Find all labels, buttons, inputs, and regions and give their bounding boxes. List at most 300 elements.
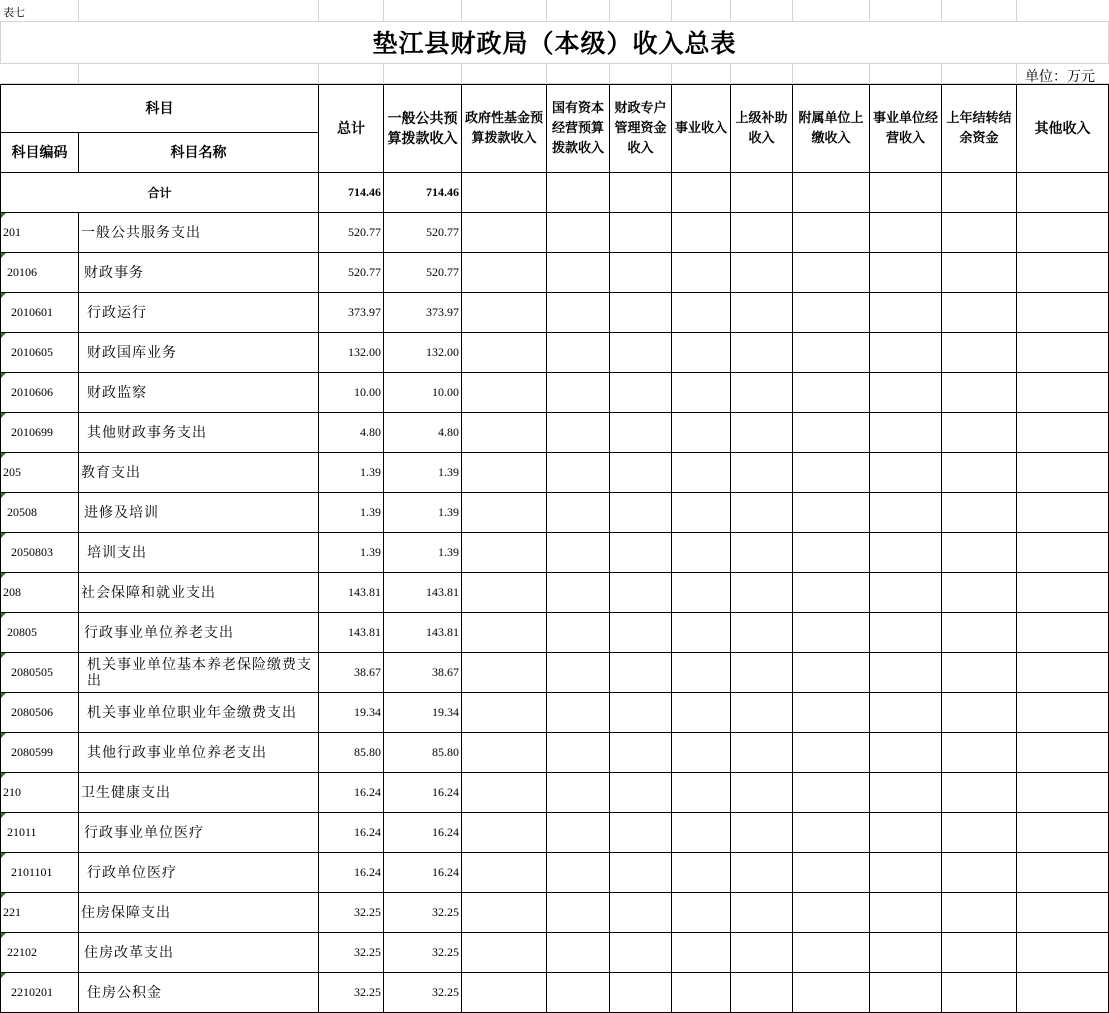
subject-code-cell[interactable] [1,333,79,373]
empty-cell[interactable] [610,933,672,973]
empty-cell[interactable] [462,213,547,253]
total-cell[interactable]: 1.39 [319,493,384,533]
empty-cell[interactable] [731,373,793,413]
empty-cell[interactable] [793,253,870,293]
total-cell[interactable]: 520.77 [319,213,384,253]
general-budget-cell[interactable]: 143.81 [384,573,462,613]
empty-cell[interactable] [672,733,731,773]
subject-code-cell[interactable] [1,853,79,893]
empty-cell[interactable] [672,493,731,533]
subject-name[interactable]: 机关事业单位职业年金缴费支出 [79,693,319,733]
empty-cell[interactable] [793,653,870,693]
subject-name[interactable]: 住房公积金 [79,973,319,1013]
subject-name[interactable]: 社会保障和就业支出 [79,573,319,613]
table-row[interactable] [1,453,1109,493]
subject-code-cell[interactable] [1,373,79,413]
table-row[interactable] [1,733,1109,773]
total-cell[interactable]: 143.81 [319,613,384,653]
subject-code: 208 [3,585,21,599]
subject-code: 21011 [7,825,37,839]
table-row[interactable] [1,373,1109,413]
empty-cell[interactable] [610,533,672,573]
empty-cell[interactable] [672,293,731,333]
empty-cell[interactable] [1017,413,1109,453]
subject-name[interactable]: 卫生健康支出 [79,773,319,813]
empty-cell[interactable] [672,453,731,493]
empty-cell[interactable] [547,813,610,853]
table-row[interactable] [1,653,1109,693]
subject-code-cell[interactable] [1,813,79,853]
empty-cell[interactable] [610,813,672,853]
table-row[interactable] [1,493,1109,533]
table-row[interactable] [1,573,1109,613]
empty-cell[interactable] [547,613,610,653]
subject-code-cell[interactable] [1,893,79,933]
general-budget-cell[interactable]: 19.34 [384,693,462,733]
empty-cell[interactable] [731,933,793,973]
empty-cell[interactable] [942,893,1017,933]
general-budget-cell[interactable]: 520.77 [384,213,462,253]
empty-cell[interactable] [793,813,870,853]
subject-code-cell[interactable] [1,733,79,773]
subject-name[interactable]: 财政事务 [79,253,319,293]
text-format-marker-icon [1,213,6,218]
total-cell[interactable]: 16.24 [319,853,384,893]
empty-cell[interactable] [942,693,1017,733]
empty-cell[interactable] [793,733,870,773]
empty-cell[interactable] [1017,333,1109,373]
empty-cell[interactable] [870,813,942,853]
empty-cell[interactable] [547,773,610,813]
empty-cell[interactable] [731,213,793,253]
subject-code: 2101101 [11,865,53,879]
empty-cell[interactable] [672,813,731,853]
total-cell[interactable]: 132.00 [319,333,384,373]
empty-cell[interactable] [793,773,870,813]
general-budget-cell[interactable]: 32.25 [384,973,462,1013]
empty-cell[interactable] [547,893,610,933]
general-budget-cell[interactable]: 373.97 [384,293,462,333]
empty-cell[interactable] [547,533,610,573]
empty-cell[interactable] [731,573,793,613]
empty-cell[interactable] [610,613,672,653]
empty-cell[interactable] [672,693,731,733]
empty-cell[interactable] [793,853,870,893]
table-row[interactable] [1,533,1109,573]
empty-cell[interactable] [462,893,547,933]
subject-name[interactable]: 行政单位医疗 [79,853,319,893]
empty-cell[interactable] [1017,773,1109,813]
text-format-marker-icon [1,653,6,658]
empty-cell[interactable] [942,613,1017,653]
table-row[interactable] [1,813,1109,853]
empty-cell[interactable] [942,973,1017,1013]
empty-cell[interactable] [1017,373,1109,413]
empty-cell[interactable] [942,733,1017,773]
empty-cell[interactable] [1017,573,1109,613]
empty-cell[interactable] [793,293,870,333]
empty-cell[interactable] [610,493,672,533]
subject-code-cell[interactable] [1,653,79,693]
empty-cell[interactable] [731,413,793,453]
table-row[interactable] [1,333,1109,373]
empty-cell[interactable] [547,573,610,613]
empty-cell[interactable] [793,453,870,493]
empty-cell[interactable] [610,773,672,813]
table-row[interactable] [1,973,1109,1013]
empty-cell[interactable] [610,973,672,1013]
subject-code: 20508 [7,505,37,519]
empty-cell[interactable] [942,853,1017,893]
unit-label: 单位：万元 [1025,69,1095,85]
empty-cell[interactable] [672,373,731,413]
empty-cell[interactable] [942,493,1017,533]
empty-cell[interactable] [462,773,547,813]
empty-cell[interactable] [547,973,610,1013]
empty-cell[interactable] [672,853,731,893]
empty-cell[interactable] [547,293,610,333]
empty-cell[interactable] [672,333,731,373]
empty-cell[interactable] [462,933,547,973]
subject-code-cell[interactable] [1,573,79,613]
empty-cell[interactable] [462,653,547,693]
empty-cell[interactable] [672,933,731,973]
subject-code: 2080506 [11,705,53,719]
general-budget-cell[interactable]: 16.24 [384,773,462,813]
empty-cell[interactable] [870,773,942,813]
empty-cell[interactable] [942,773,1017,813]
general-budget-cell[interactable]: 38.67 [384,653,462,693]
general-budget-cell[interactable]: 16.24 [384,853,462,893]
empty-cell[interactable] [870,373,942,413]
general-budget-cell[interactable]: 132.00 [384,333,462,373]
empty-cell[interactable] [793,573,870,613]
header-business-income: 事业收入 [672,85,731,173]
empty-cell[interactable] [672,413,731,453]
subject-name[interactable]: 行政事业单位医疗 [79,813,319,853]
table-row[interactable] [1,613,1109,653]
empty-cell[interactable] [793,493,870,533]
empty-cell[interactable] [942,653,1017,693]
empty-cell[interactable] [547,653,610,693]
general-budget-cell[interactable]: 4.80 [384,413,462,453]
empty-cell[interactable] [672,613,731,653]
subject-name[interactable]: 进修及培训 [79,493,319,533]
subject-code: 201 [3,225,21,239]
total-cell[interactable]: 85.80 [319,733,384,773]
empty-cell[interactable] [731,693,793,733]
empty-cell[interactable] [870,213,942,253]
empty-cell[interactable] [942,213,1017,253]
general-budget-cell[interactable]: 520.77 [384,253,462,293]
subject-name[interactable]: 行政事业单位养老支出 [79,613,319,653]
total-value: 714.46 [319,173,384,213]
empty-cell[interactable] [547,253,610,293]
empty-cell[interactable] [610,893,672,933]
empty-cell[interactable] [547,853,610,893]
empty-cell[interactable] [870,293,942,333]
empty-cell[interactable] [610,733,672,773]
subject-name[interactable]: 行政运行 [79,293,319,333]
table-row[interactable] [1,413,1109,453]
subject-name[interactable]: 住房保障支出 [79,893,319,933]
empty-cell[interactable] [1017,693,1109,733]
empty-cell[interactable] [462,533,547,573]
total-cell[interactable]: 1.39 [319,533,384,573]
subject-name[interactable]: 财政国库业务 [79,333,319,373]
table-row[interactable] [1,773,1109,813]
general-budget-cell[interactable]: 10.00 [384,373,462,413]
total-cell[interactable]: 373.97 [319,293,384,333]
subject-name[interactable]: 财政监察 [79,373,319,413]
empty-cell[interactable] [942,333,1017,373]
empty-cell[interactable] [1017,653,1109,693]
empty-cell[interactable] [1017,293,1109,333]
table-row[interactable] [1,253,1109,293]
general-budget-cell[interactable]: 32.25 [384,933,462,973]
total-cell[interactable]: 520.77 [319,253,384,293]
total-cell[interactable]: 19.34 [319,693,384,733]
empty-cell[interactable] [870,853,942,893]
empty-cell[interactable] [610,373,672,413]
subject-name[interactable]: 其他行政事业单位养老支出 [79,733,319,773]
general-budget-cell[interactable]: 143.81 [384,613,462,653]
empty-cell[interactable] [870,733,942,773]
empty-cell[interactable] [672,973,731,1013]
empty-cell[interactable] [731,653,793,693]
table-row[interactable] [1,213,1109,253]
empty-cell[interactable] [731,813,793,853]
empty-cell[interactable] [462,733,547,773]
subject-code-cell[interactable] [1,973,79,1013]
empty-cell[interactable] [731,533,793,573]
empty-cell[interactable] [942,533,1017,573]
empty-cell[interactable] [793,533,870,573]
empty-cell[interactable] [731,893,793,933]
empty-cell[interactable] [672,893,731,933]
empty-cell[interactable] [793,373,870,413]
general-budget-cell[interactable]: 85.80 [384,733,462,773]
total-cell[interactable]: 32.25 [319,933,384,973]
empty-cell[interactable] [547,493,610,533]
empty-cell[interactable] [1017,253,1109,293]
text-format-marker-icon [1,293,6,298]
header-code: 科目编码 [1,133,79,173]
empty-cell[interactable] [870,333,942,373]
empty-cell[interactable] [462,813,547,853]
empty-cell[interactable] [870,693,942,733]
sheet-tag: 表七 [3,6,25,19]
subject-name[interactable]: 其他财政事务支出 [79,413,319,453]
empty-cell[interactable] [793,693,870,733]
empty-cell[interactable] [1017,733,1109,773]
empty-cell[interactable] [870,653,942,693]
subject-code-cell[interactable] [1,453,79,493]
empty-cell[interactable] [793,973,870,1013]
subject-code-cell[interactable] [1,293,79,333]
empty-cell[interactable] [462,973,547,1013]
empty-cell[interactable] [610,413,672,453]
general-budget-cell[interactable]: 1.39 [384,533,462,573]
empty-cell[interactable] [942,813,1017,853]
total-cell[interactable]: 16.24 [319,773,384,813]
empty-cell[interactable] [731,293,793,333]
empty-cell[interactable] [672,773,731,813]
subject-name[interactable]: 住房改革支出 [79,933,319,973]
empty-cell[interactable] [731,733,793,773]
empty-cell[interactable] [1017,613,1109,653]
empty-cell[interactable] [870,413,942,453]
empty-cell[interactable] [942,293,1017,333]
total-cell[interactable]: 1.39 [319,453,384,493]
general-budget-cell[interactable]: 1.39 [384,493,462,533]
empty-cell[interactable] [942,413,1017,453]
empty-cell[interactable] [610,453,672,493]
empty-cell[interactable] [793,333,870,373]
empty-cell[interactable] [462,573,547,613]
empty-cell[interactable] [462,413,547,453]
general-budget-cell[interactable]: 1.39 [384,453,462,493]
subject-code-cell[interactable] [1,533,79,573]
total-cell[interactable]: 4.80 [319,413,384,453]
empty-cell[interactable] [731,493,793,533]
subject-name[interactable]: 一般公共服务支出 [79,213,319,253]
sheet-tag-row [0,0,1109,22]
empty-cell[interactable] [1017,493,1109,533]
empty-cell[interactable] [731,613,793,653]
empty-cell[interactable] [870,533,942,573]
empty-cell[interactable] [610,293,672,333]
empty-cell[interactable] [1017,933,1109,973]
table-row[interactable] [1,293,1109,333]
total-cell[interactable]: 32.25 [319,973,384,1013]
subject-code-cell[interactable] [1,413,79,453]
subject-code-cell[interactable] [1,613,79,653]
subject-code-cell[interactable] [1,493,79,533]
empty-cell[interactable] [942,253,1017,293]
empty-cell[interactable] [793,613,870,653]
table-row[interactable] [1,693,1109,733]
table-row[interactable] [1,893,1109,933]
empty-cell[interactable] [1017,853,1109,893]
empty-cell[interactable] [610,253,672,293]
empty-cell[interactable] [547,333,610,373]
empty-cell[interactable] [942,933,1017,973]
empty-cell[interactable] [942,573,1017,613]
empty-cell[interactable] [547,733,610,773]
empty-cell[interactable] [462,253,547,293]
total-row[interactable] [1,173,1109,213]
empty-cell[interactable] [731,453,793,493]
empty-cell[interactable] [610,213,672,253]
empty-cell[interactable] [547,373,610,413]
empty-cell[interactable] [547,453,610,493]
empty-cell[interactable] [870,493,942,533]
total-cell[interactable]: 16.24 [319,813,384,853]
empty-cell[interactable] [1017,893,1109,933]
empty-cell[interactable] [462,613,547,653]
empty-cell[interactable] [942,373,1017,413]
empty-cell[interactable] [870,613,942,653]
empty-cell[interactable] [1017,213,1109,253]
subject-code-cell[interactable] [1,933,79,973]
empty-cell[interactable] [870,973,942,1013]
empty-cell[interactable] [1017,453,1109,493]
subject-code-cell[interactable] [1,253,79,293]
empty-cell[interactable] [462,373,547,413]
empty-cell[interactable] [942,453,1017,493]
empty-cell[interactable] [731,853,793,893]
empty-cell[interactable] [870,573,942,613]
general-budget-cell[interactable]: 32.25 [384,893,462,933]
empty-cell[interactable] [462,853,547,893]
empty-cell[interactable] [547,933,610,973]
total-cell[interactable]: 32.25 [319,893,384,933]
empty-cell[interactable] [672,213,731,253]
empty-cell[interactable] [793,413,870,453]
empty-cell[interactable] [731,973,793,1013]
empty-cell[interactable] [610,653,672,693]
table-row[interactable] [1,853,1109,893]
total-cell[interactable]: 143.81 [319,573,384,613]
subject-code-cell[interactable] [1,693,79,733]
empty-cell[interactable] [793,933,870,973]
empty-cell[interactable] [610,693,672,733]
empty-cell[interactable] [731,773,793,813]
empty-cell[interactable] [870,253,942,293]
empty-cell[interactable] [462,493,547,533]
empty-cell[interactable] [1017,813,1109,853]
empty-cell[interactable] [672,653,731,693]
empty-cell[interactable] [547,413,610,453]
subject-name[interactable]: 机关事业单位基本养老保险缴费支出 [79,653,319,693]
total-cell[interactable]: 10.00 [319,373,384,413]
subject-code: 2080599 [11,745,53,759]
empty-cell[interactable] [793,893,870,933]
subject-name[interactable]: 培训支出 [79,533,319,573]
empty-cell[interactable] [870,893,942,933]
empty-cell[interactable] [547,213,610,253]
empty-cell[interactable] [1017,973,1109,1013]
unit-row [0,64,1109,84]
empty-cell[interactable] [731,253,793,293]
table-row[interactable] [1,933,1109,973]
subject-code-cell[interactable] [1,773,79,813]
empty-cell[interactable] [1017,533,1109,573]
empty-cell[interactable] [610,333,672,373]
empty-cell[interactable] [610,573,672,613]
empty-cell[interactable] [793,213,870,253]
header-affiliated-income: 附属单位上缴收入 [793,85,870,173]
total-cell[interactable]: 38.67 [319,653,384,693]
empty-cell[interactable] [462,453,547,493]
empty-cell[interactable] [462,333,547,373]
subject-name[interactable]: 教育支出 [79,453,319,493]
general-budget-cell[interactable]: 16.24 [384,813,462,853]
empty-cell[interactable] [462,693,547,733]
empty-cell[interactable] [870,933,942,973]
empty-cell[interactable] [672,253,731,293]
empty-cell[interactable] [462,293,547,333]
empty-cell[interactable] [870,453,942,493]
empty-cell[interactable] [610,853,672,893]
empty-cell[interactable] [547,693,610,733]
subject-code-cell[interactable] [1,213,79,253]
empty-cell[interactable] [672,573,731,613]
empty-cell[interactable] [731,333,793,373]
empty-cell[interactable] [672,533,731,573]
text-format-marker-icon [1,413,6,418]
